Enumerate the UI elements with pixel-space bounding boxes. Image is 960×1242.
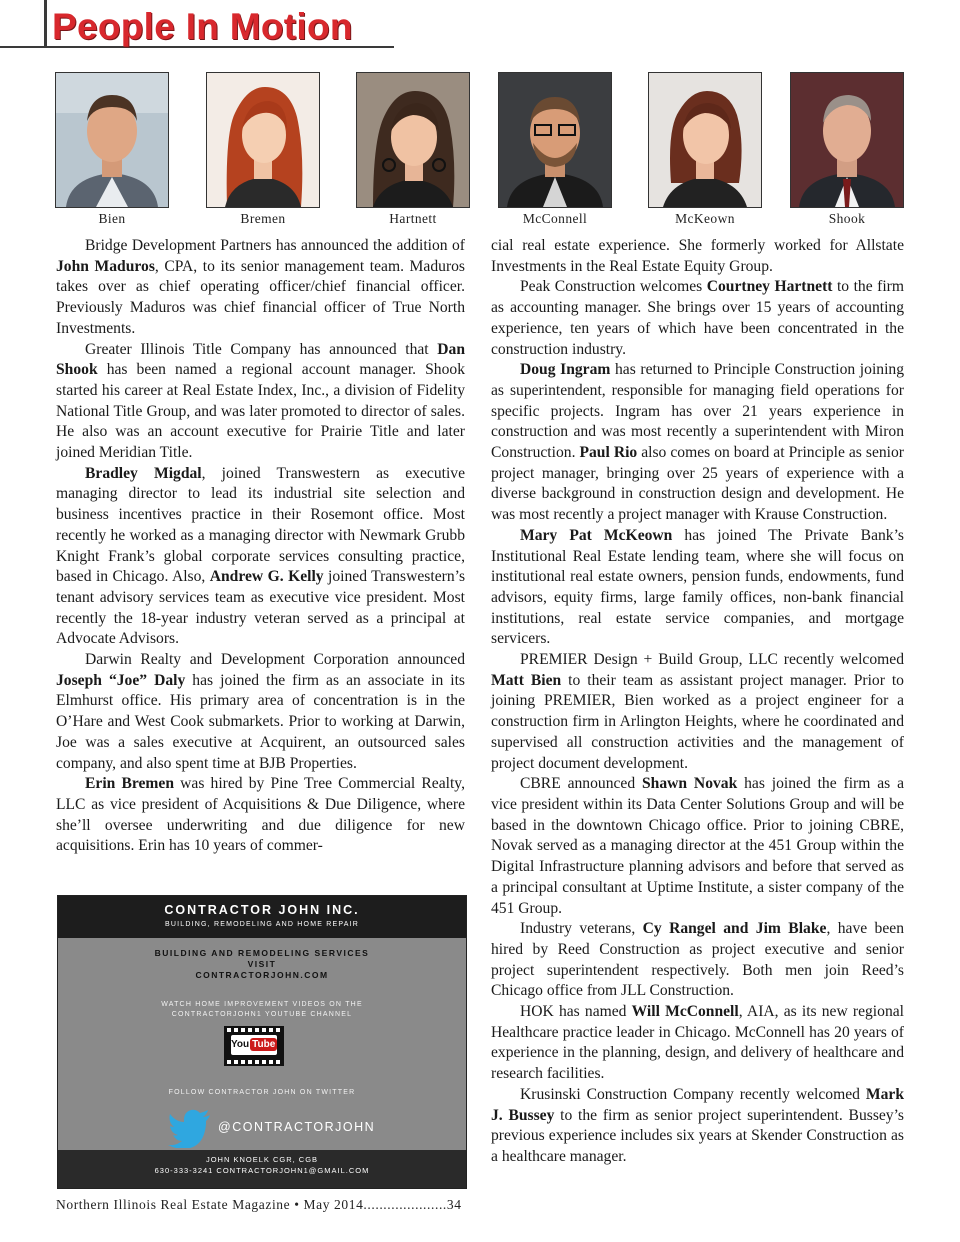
article-paragraph: cial real estate experience. She formerly worked for Allstate Investments in the Real Estate Equity Group.	[491, 237, 904, 275]
article-paragraph: Krusinski Construction Company recently welcomed Mark J. Bussey to the firm as senior project superintendent. Bussey’s previous experience includes six years at Skender Construction as a healthcare manager.	[491, 1085, 905, 1165]
article-paragraph: Bradley Migdal, joined Transwestern as executive managing director to lead its industrial site selection and business incentives practice in their Rosemont office. Most recently he worked as a managing director with Newmark Grubb Knight Frank’s global corporate services consulting practice, based in Chicago. Also, Andrew G. Kelly joined Transwestern’s tenant advisory services team as executive vice president. Most recently the 18-year industry veteran served as a principal at Advocate Advisors.	[56, 464, 466, 648]
portrait-image	[207, 73, 319, 207]
right-column	[491, 236, 904, 1168]
ad-tagline: BUILDING, REMODELING AND HOME REPAIR	[165, 921, 359, 928]
contractor-john-ad	[57, 895, 467, 1189]
left-column	[56, 236, 465, 857]
article-paragraph: CBRE announced Shawn Novak has joined the firm as a vice president within its Data Center Solutions Group and will be based in the downtown Chicago office. Prior to joining CBRE, Novak served as a managing director at the 451 Group within the Digital Infrastructure planning advisors and before that served as a principal consultant at Uptime Institute, a sister company of the 451 Group.	[491, 775, 904, 917]
headshot-caption: Hartnett	[389, 211, 437, 226]
portrait-image	[649, 73, 761, 207]
page-title: People In Motion	[52, 6, 353, 47]
headshot-caption: Bien	[98, 211, 126, 226]
headshot-photo	[648, 72, 762, 208]
article-paragraph: Darwin Realty and Development Corporation announced Joseph “Joe” Daly has joined the firm as an associate in its Elmhurst office. His primary area of concentration is in the O’Hare and West Cook submarkets. Prior to working at Darwin, Joe was a sales executive at Acquirent, an outsourced sales company, and also spent time at BJB Properties.	[56, 651, 465, 772]
headshot-caption: McConnell	[522, 211, 588, 226]
headshot-photo	[790, 72, 904, 208]
portrait-image	[499, 73, 611, 207]
twitter-bird-icon	[168, 1108, 212, 1148]
header-rule-vertical	[44, 0, 47, 48]
ad-videos-text: WATCH HOME IMPROVEMENT VIDEOS ON THE CONTRACTORJOHN1 YOUTUBE CHANNEL	[161, 1001, 363, 1018]
article-paragraph: Bridge Development Partners has announced the addition of John Maduros, CPA, to its senior management team. Maduros takes over as chief operating officer/chief financial officer. Previously Maduros was chief financial officer of True North Investments.	[56, 237, 466, 337]
headshot-hartnett	[356, 72, 470, 227]
headshot-caption: McKeown	[675, 211, 735, 226]
portrait-image	[791, 73, 903, 207]
portrait-image	[56, 73, 168, 207]
headshot-caption: Shook	[828, 211, 866, 226]
headshot-mckeown	[648, 72, 762, 227]
headshot-photo	[206, 72, 320, 208]
headshot-shook	[790, 72, 904, 227]
article-paragraph: Peak Construction welcomes Courtney Hartnett to the firm as accounting manager. She brings over 15 years of accounting experience, ten years of which have been concentrated in the construction industry.	[491, 278, 904, 358]
ad-contact: JOHN KNOELK CGR, CGB 630-333-3241 CONTRACTORJOHN1@GMAIL.COM	[154, 1155, 370, 1175]
portrait-image	[357, 73, 469, 207]
ad-company-name: CONTRACTOR JOHN INC.	[164, 903, 360, 917]
headshot-photo	[356, 72, 470, 208]
headshot-bien	[55, 72, 169, 227]
article-paragraph: Erin Bremen was hired by Pine Tree Commercial Realty, LLC as vice president of Acquisitions & Due Diligence, where she’ll oversee underwriting and due diligence for new acquisitions. Erin has 10 years of commer-	[56, 775, 465, 855]
ad-follow-text: FOLLOW CONTRACTOR JOHN ON TWITTER	[168, 1089, 356, 1096]
youtube-icon: You Tube	[231, 1035, 277, 1055]
headshot-mcconnell	[498, 72, 612, 227]
ad-services: BUILDING AND REMODELING SERVICES VISIT CONTRACTORJOHN.COM	[154, 948, 370, 980]
headshot-photo	[55, 72, 169, 208]
article-paragraph: Industry veterans, Cy Rangel and Jim Blake, have been hired by Reed Construction as project executive and senior project superintendent respectively. Both men join Reed’s Chicago office from JLL Construction.	[491, 920, 904, 1000]
article-paragraph: Mary Pat McKeown has joined The Private Bank’s Institutional Real Estate lending team, where she will focus on institutional real estate owners, pension funds, endowments, fund advisors, equity firms, large family offices, non-bank financial institutions, real estate service companies, and mortgage servicers.	[491, 526, 904, 648]
article-paragraph: PREMIER Design + Build Group, LLC recently welcomed Matt Bien to their team as assistant project manager. Prior to joining PREMIER, Bien worked as a project engineer for a construction firm in Arlington Heights, where he coordinated and supervised all construction activities and the management of project document development.	[491, 651, 904, 772]
article-paragraph: HOK has named Will McConnell, AIA, as its new regional Healthcare practice leader in Chicago. McConnell has 20 years of experience in the planning, design, and delivery of healthcare and research facilities.	[491, 1003, 904, 1083]
page-footer: Northern Illinois Real Estate Magazine • May 2014.....................34	[56, 1197, 462, 1212]
article-paragraph: Greater Illinois Title Company has announced that Dan Shook has been named a regional account manager. Shook started his career at Real Estate Index, Inc., a division of Fidelity National Title Group, and was later promoted to director of sales. He also was an account executive for Prairie Title and later joined Meridian Title.	[56, 340, 465, 462]
article-paragraph: Doug Ingram has returned to Principle Construction joining as superintendent, responsible for managing field operations for specific projects. Ingram has over 21 years experience in construction and was most recently a superintendent with Miron Construction. Paul Rio also comes on board at Principle as senior project manager, bringing over 25 years of experience with a diverse background in construction design and development. He was most recently a project manager with Krause Construction.	[491, 361, 904, 524]
headshot-row	[55, 72, 905, 232]
headshot-photo	[498, 72, 612, 208]
headshot-caption: Bremen	[240, 211, 286, 226]
ad-twitter-handle: @CONTRACTORJOHN	[218, 1120, 376, 1134]
headshot-bremen	[206, 72, 320, 227]
